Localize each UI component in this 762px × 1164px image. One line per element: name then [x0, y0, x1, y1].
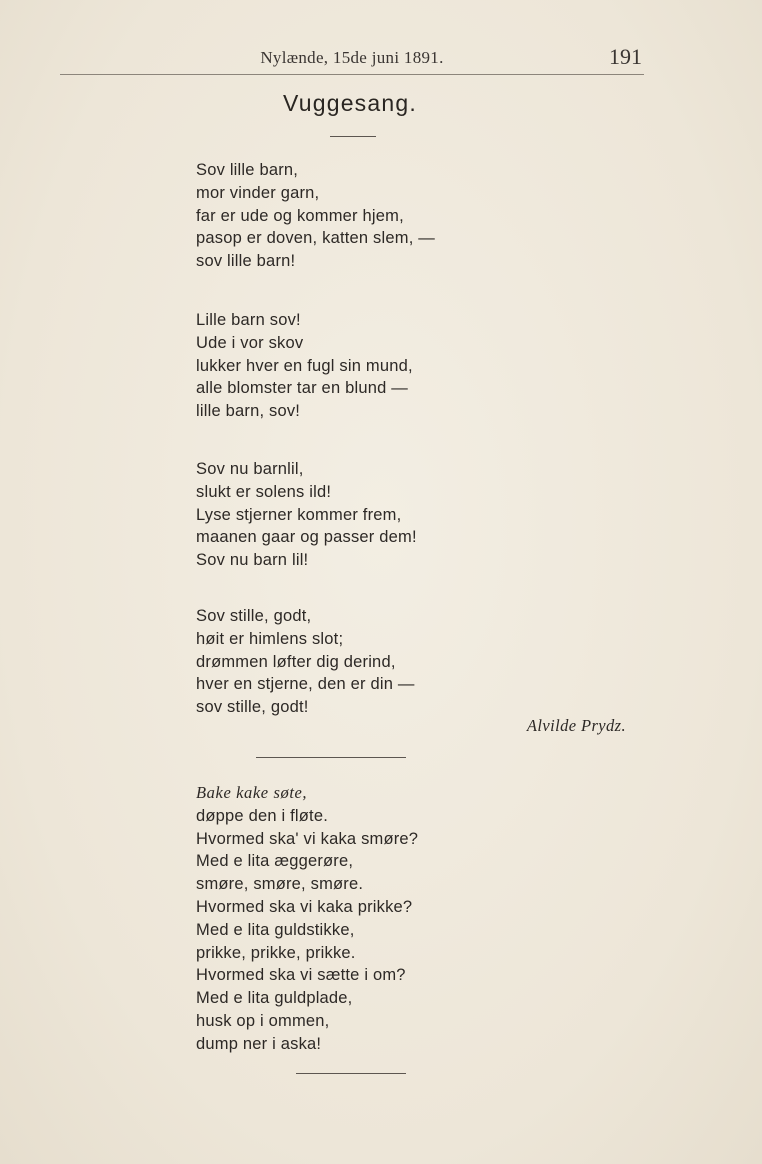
verse-line: Sov nu barnlil, — [196, 460, 304, 478]
verse-line: mor vinder garn, — [196, 183, 320, 202]
stanza-3 — [196, 458, 417, 572]
verse-line: hver en stjerne, den er din — — [196, 675, 415, 694]
verse-line: lukker hver en fugl sin mund, — [196, 356, 413, 375]
verse-line: slukt er solens ild! — [196, 482, 332, 501]
verse-line: Sov nu barn lil! — [196, 551, 309, 570]
verse-line: Hvormed ska vi sætte i om? — [196, 966, 406, 985]
verse-line: Hvormed ska vi kaka prikke? — [196, 897, 413, 916]
verse-line: husk op i ommen, — [196, 1011, 330, 1030]
stanza-4 — [196, 605, 415, 719]
verse-line: Sov lille barn, — [196, 161, 299, 179]
stanza-2 — [196, 309, 413, 423]
verse-line: Lille barn sov! — [196, 311, 301, 329]
poem-2-first-line: Bake kake søte, — [196, 783, 308, 802]
verse-line: Med e lita guldstikke, — [196, 920, 355, 939]
poem-author: Alvilde Prydz. — [526, 716, 626, 735]
running-header — [60, 46, 644, 75]
verse-line: dump ner i aska! — [196, 1034, 322, 1053]
verse-line: sov stille, godt! — [196, 698, 309, 717]
verse-line: drømmen løfter dig derind, — [196, 652, 396, 671]
verse-line: Med e lita guldplade, — [196, 989, 353, 1008]
verse-line: Ude i vor skov — [196, 333, 304, 352]
verse-line: smøre, smøre, smøre. — [196, 875, 364, 894]
verse-line: lille barn, sov! — [196, 402, 301, 421]
verse-line: alle blomster tar en blund — — [196, 379, 408, 398]
title-divider — [330, 136, 376, 137]
verse-line: Lyse stjerner kommer frem, — [196, 505, 402, 524]
end-divider — [296, 1073, 406, 1074]
poem-title: Vuggesang. — [283, 90, 417, 116]
page-number: 191 — [609, 44, 642, 69]
verse-line: sov lille barn! — [196, 252, 296, 271]
poem-2 — [196, 782, 418, 1056]
section-divider — [256, 757, 406, 758]
verse-line: prikke, prikke, prikke. — [196, 943, 356, 962]
verse-line: Hvormed ska' vi kaka smøre? — [196, 829, 419, 848]
verse-line: Med e lita æggerøre, — [196, 852, 354, 871]
stanza-1 — [196, 159, 435, 273]
verse-line: døppe den i fløte. — [196, 806, 329, 825]
verse-line: far er ude og kommer hjem, — [196, 206, 404, 225]
verse-line: høit er himlens slot; — [196, 629, 344, 648]
verse-line: maanen gaar og passer dem! — [196, 528, 417, 547]
verse-line: Sov stille, godt, — [196, 607, 312, 625]
running-head-text: Nylænde, 15de juni 1891. — [260, 48, 444, 67]
verse-line: pasop er doven, katten slem, — — [196, 229, 435, 248]
